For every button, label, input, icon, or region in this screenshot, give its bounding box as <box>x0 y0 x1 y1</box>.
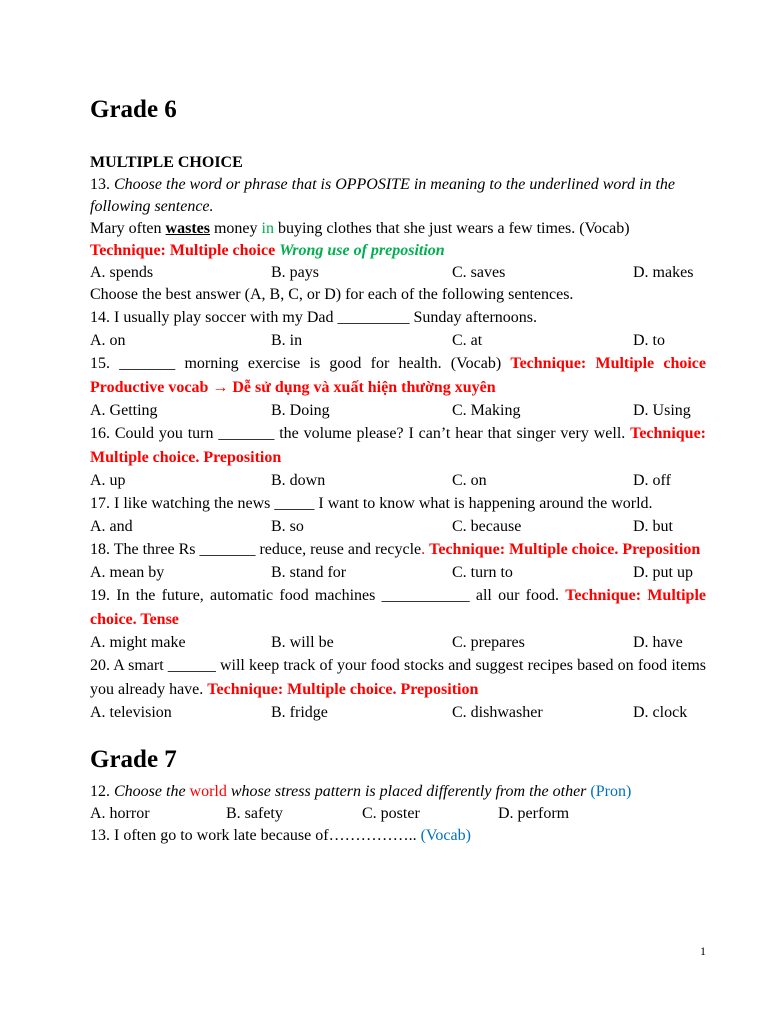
grade-7-question-12-options <box>90 803 706 825</box>
question-18-options <box>90 562 706 584</box>
question-16: 16. Could you turn _______ the volume please? I can’t hear that singer very well. Technique: Multiple choice. Preposition <box>90 425 706 466</box>
option-d: D. put up <box>633 564 693 581</box>
option-b: B. Doing <box>271 402 330 419</box>
option-c: C. Making <box>452 402 521 419</box>
option-c: C. turn to <box>452 564 513 581</box>
option-b: B. will be <box>271 634 334 651</box>
page-number: 1 <box>700 944 706 958</box>
technique-note: Technique: Multiple choice Productive vocab → Dễ sử dụng và xuất hiện thường xuyên <box>90 355 706 396</box>
option-b: B. safety <box>226 805 283 822</box>
question-20: 20. A smart ______ will keep track of your food stocks and suggest recipes based on food items you already have. Technique: Multiple choice. Preposition <box>90 657 706 698</box>
option-d: D. Using <box>633 402 691 419</box>
option-a: A. on <box>90 332 126 349</box>
question-15-options <box>90 400 706 422</box>
option-b: B. down <box>271 472 326 489</box>
grade-7-heading: Grade 7 <box>90 746 177 773</box>
grade-7-question-13: 13. I often go to work late because of…………….. (Vocab) <box>90 827 471 844</box>
option-c: C. prepares <box>452 634 525 651</box>
question-19-options <box>90 632 706 654</box>
technique-note: Technique: Multiple choice. Preposition <box>207 681 479 698</box>
grade-6-heading: Grade 6 <box>90 96 177 123</box>
option-c: C. poster <box>362 805 420 822</box>
option-b: B. so <box>271 518 304 535</box>
option-d: D. off <box>633 472 671 489</box>
technique-note: Technique: Multiple choice. Preposition <box>429 541 701 558</box>
question-17-options <box>90 516 706 538</box>
option-b: B. stand for <box>271 564 347 581</box>
option-d: D. have <box>633 634 683 651</box>
option-c: C. because <box>452 518 522 535</box>
instruction-text: Choose the best answer (A, B, C, or D) for each of the following sentences. <box>90 286 574 303</box>
option-a: A. might make <box>90 634 186 651</box>
option-b: B. pays <box>271 264 319 281</box>
question-13-technique: Technique: Multiple choice Wrong use of preposition <box>90 242 445 259</box>
question-17: 17. I like watching the news _____ I want to know what is happening around the world. <box>90 495 653 512</box>
question-16-options <box>90 470 706 492</box>
option-a: A. Getting <box>90 402 158 419</box>
document-page <box>90 94 706 847</box>
question-15: 15. _______ morning exercise is good for health. (Vocab) Technique: Multiple choice Productive vocab → Dễ sử dụng và xuất hiện thường xuyên <box>90 355 706 396</box>
option-c: C. saves <box>452 264 506 281</box>
option-c: C. dishwasher <box>452 704 543 721</box>
grade-7-question-12: 12. Choose the world whose stress pattern is placed differently from the other (Pron) <box>90 783 632 800</box>
question-19: 19. In the future, automatic food machines ___________ all our food. Technique: Multiple choice. Tense <box>90 587 706 628</box>
option-a: A. spends <box>90 264 154 281</box>
technique-note: Technique: Multiple choice. Tense <box>90 587 706 628</box>
option-c: C. on <box>452 472 487 489</box>
option-d: D. to <box>633 332 665 349</box>
underlined-word: wastes <box>165 220 210 237</box>
option-d: D. perform <box>498 805 570 822</box>
question-14-options <box>90 330 706 352</box>
option-d: D. makes <box>633 264 694 281</box>
section-heading: MULTIPLE CHOICE <box>90 154 243 171</box>
option-a: A. television <box>90 704 172 721</box>
technique-note: Technique: Multiple choice. Preposition <box>90 425 706 466</box>
question-13-sentence: Mary often wastes money in buying clothes that she just wears a few times. (Vocab) <box>90 220 630 237</box>
question-20-options <box>90 702 706 724</box>
question-13: 13. Choose the word or phrase that is OPPOSITE in meaning to the underlined word in the following sentence. <box>90 176 676 215</box>
option-a: A. horror <box>90 805 150 822</box>
option-a: A. mean by <box>90 564 165 581</box>
question-13-options <box>90 262 706 284</box>
option-b: B. in <box>271 332 303 349</box>
option-b: B. fridge <box>271 704 328 721</box>
question-14: 14. I usually play soccer with my Dad _________ Sunday afternoons. <box>90 309 538 326</box>
option-d: D. clock <box>633 704 688 721</box>
question-18: 18. The three Rs _______ reduce, reuse and recycle. Technique: Multiple choice. Preposition <box>90 541 701 558</box>
option-c: C. at <box>452 332 483 349</box>
option-d: D. but <box>633 518 673 535</box>
option-a: A. and <box>90 518 133 535</box>
option-a: A. up <box>90 472 126 489</box>
